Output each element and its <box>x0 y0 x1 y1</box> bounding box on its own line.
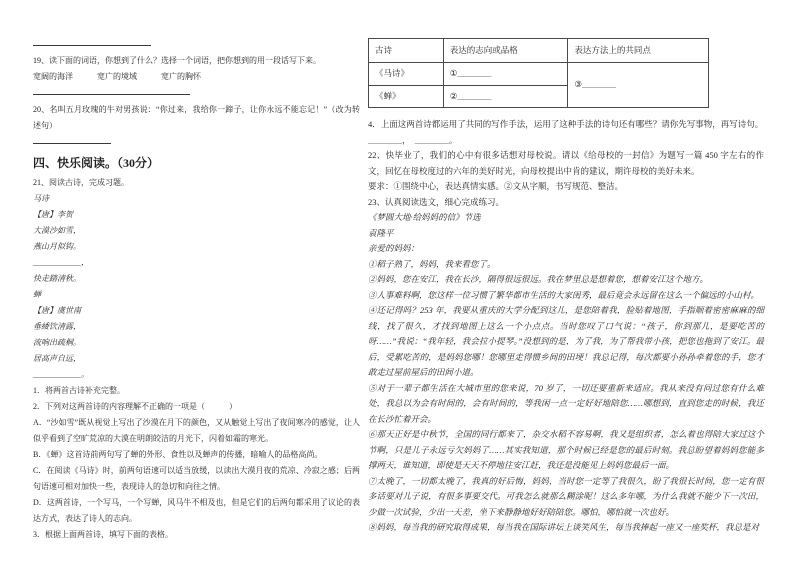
poem2-line: 流响出疏桐。 <box>33 338 81 347</box>
option-c: C．在阅读《马诗》时，前两句语速可以适当放缓，以读出大漠月夜的荒凉、冷寂之感；后两句语速可相对加快一些，表现诗人的急切和向往之情。 <box>33 466 360 491</box>
question-4-answer-blank: ＿＿＿＿， ＿＿＿＿。 <box>368 134 458 145</box>
question-19: 19、读下面的词语，你想到了什么？选择一个词语，把你想到的用一段话写下来。 <box>33 56 321 65</box>
table-header-gushi: 古诗 <box>369 39 444 63</box>
poem2-line: 垂緌饮清露， <box>33 322 81 331</box>
passage-paragraph-2: ②妈妈，您在安江，我在长沙，隔得很远很远。我在梦里总是想着您，想着安江这个地方。 <box>368 274 709 284</box>
passage-paragraph-1: ①稻子熟了，妈妈，我来看您了。 <box>368 258 496 269</box>
poem1-title: 马诗 <box>33 194 49 203</box>
table-header-zhixiang: 表达的志向或品格 <box>443 39 568 63</box>
section-four-title: 四、快乐阅读。（30分） <box>33 156 160 170</box>
option-a: A．“沙如雪”既从视觉上写出了沙漠在月下的颜色，又从触觉上写出了夜间寒冷的感觉，让人似乎看到了空旷荒凉的大漠在明朗皎洁的月光下，闪着如霜的寒光。 <box>33 418 360 443</box>
passage-paragraph-8: ⑧妈妈，每当我的研究取得成果，每当我在国际讲坛上谈笑风生，每当我捧起一座又一座奖杯，我总是对 <box>368 522 760 532</box>
passage-paragraph-6: ⑥那天正好是中秋节，全国的同行都来了，杂交水稻不容易啊，我又是组织者，怎么着也得陪大家过这个节啊，只是儿子永远亏欠妈妈了……其实我知道，那个时候已经是您的最后时刻。我总盼望着妈妈您能多撑两天，谁知道，即使是天天不停地往安江赶，我还是没能见上妈妈您最后一面。 <box>368 429 764 470</box>
poem1-author: 【唐】李贺 <box>33 210 73 219</box>
poem2-line: 居高声自远， <box>33 354 81 363</box>
poem1-line: 燕山月似钩。 <box>33 242 81 251</box>
question-19-word-list: 宽阔的海洋 宽广的境域 宽广的胸怀 <box>33 72 201 81</box>
passage-paragraph-3: ③人事难料啊，您这样一位习惯了繁华都市生活的大家闺秀，最后竟会永远留在这么一个偏远的小山村。 <box>368 289 760 300</box>
cell-chan: 《蝉》 <box>369 85 444 108</box>
poem2-blank-line: ＿＿＿＿＿＿。 <box>33 370 89 379</box>
subquestion-2: 2．下列对这两首诗的内容理解不正确的一项是（ ） <box>33 402 237 411</box>
passage-salutation: 亲爱的妈妈： <box>368 243 420 253</box>
poem1-line: 大漠沙如雪， <box>33 226 81 235</box>
passage-paragraph-4: ④还记得吗？253 年，我要从重庆的大学分配到这儿，是您陪着我，脸贴着地图，手指顺着密密麻麻的细线，找了很久，才找到地图上这么一个小点点。当时您叹了口气说：“孩子，你到那儿，是要吃苦的呀……”我说：“我年轻，我会拉小提琴。”没想到的是，为了我，为了帮我带小孩，把您也拖到了安江。最后，受累吃苦的，是妈妈您哪！您哪里走得惯乡间的田埂！我总记得，每次都要小孙孙牵着您的手，您才敢走过屋前屋后的田间小道。 <box>368 305 764 377</box>
poem2-title: 蝉 <box>33 290 41 299</box>
answer-blank-line <box>33 134 111 144</box>
question-23: 23、认真阅读选文，细心完成练习。 <box>368 196 505 207</box>
answer-blank-line <box>33 85 190 95</box>
question-22-requirements: 要求：①围绕中心，表达真情实感。②文从字顺，书写规范、整洁。 <box>368 181 624 191</box>
passage-author: 袁隆平 <box>368 227 394 238</box>
poem-comparison-table <box>368 38 709 108</box>
passage-paragraph-5: ⑤对于一辈子都生活在大城市里的您来说，70 岁了，一切还要重新来适应。我从来没有问过您有什么难处，我总以为会有时间的，会有时间的，等我闲一点一定好好地陪您……哪想到，直到您走的时候，我还在长沙忙着开会。 <box>368 382 764 424</box>
question-20: 20、名叫五月玫瑰的牛对男孩说：“你过来，我给你一蹄子，让你永远不能忘记！”（改为转述句） <box>33 105 360 130</box>
passage-paragraph-7: ⑦太晚了，一切都太晚了，我真的好后悔，妈妈，当时您一定等了我很久，盼了我很长时间，您一定有很多话要对儿子说，有很多事要交代。可我怎么就那么糊涂呢！这么多年哪，为什么我就不能少下一次田，少做一次试验，少出一天差，坐下来静静地好好陪陪您。哪怕，哪怕就一次也好。 <box>368 475 764 517</box>
poem2-author: 【唐】虞世南 <box>33 306 81 315</box>
question-4: 4．上面这两首诗都运用了共同的写作手法，运用了这种手法的诗句还有哪些？请你先写事物，再写诗句。 <box>368 119 764 129</box>
table-header-row <box>369 39 709 63</box>
poem1-blank-line: ＿＿＿＿＿＿， <box>33 258 89 267</box>
table-row-mashi <box>369 63 709 86</box>
poem1-line: 快走踏清秋。 <box>33 274 81 283</box>
cell-blank-3-merged: ③＿＿＿＿ <box>568 63 709 108</box>
left-column <box>33 36 360 543</box>
right-column <box>368 30 764 536</box>
cell-mashi: 《马诗》 <box>369 63 444 86</box>
option-d: D．这两首诗，一个写马，一个写蝉，风马牛不相及也，但是它们的后两句都采用了议论的表达方式，表达了诗人的志向。 <box>33 498 360 523</box>
option-b: B．《蝉》这首诗前两句写了蝉的外形、食性以及蝉声的传播，暗喻人的品格高尚。 <box>33 450 323 459</box>
answer-blank-line <box>33 36 151 46</box>
passage-title: 《梦圆大地·给妈妈的信》节选 <box>368 212 481 222</box>
question-21: 21、阅读古诗，完成习题。 <box>33 178 129 187</box>
question-22: 22、快毕业了，我们的心中有很多话想对母校说。请以《给母校的一封信》为题写一篇 450 字左右的作文，回忆在母校度过的六年的美好时光，向母校提出中肯的建议，期许母校的美好未来。 <box>368 150 764 176</box>
subquestion-1: 1．将两首古诗补充完整。 <box>33 386 125 395</box>
cell-blank-2: ②＿＿＿＿ <box>443 85 568 108</box>
subquestion-3: 3．根据上面两首诗，填写下面的表格。 <box>33 530 173 539</box>
table-header-gongtongdian: 表达方法上的共同点 <box>568 39 709 63</box>
cell-blank-1: ①＿＿＿＿ <box>443 63 568 86</box>
